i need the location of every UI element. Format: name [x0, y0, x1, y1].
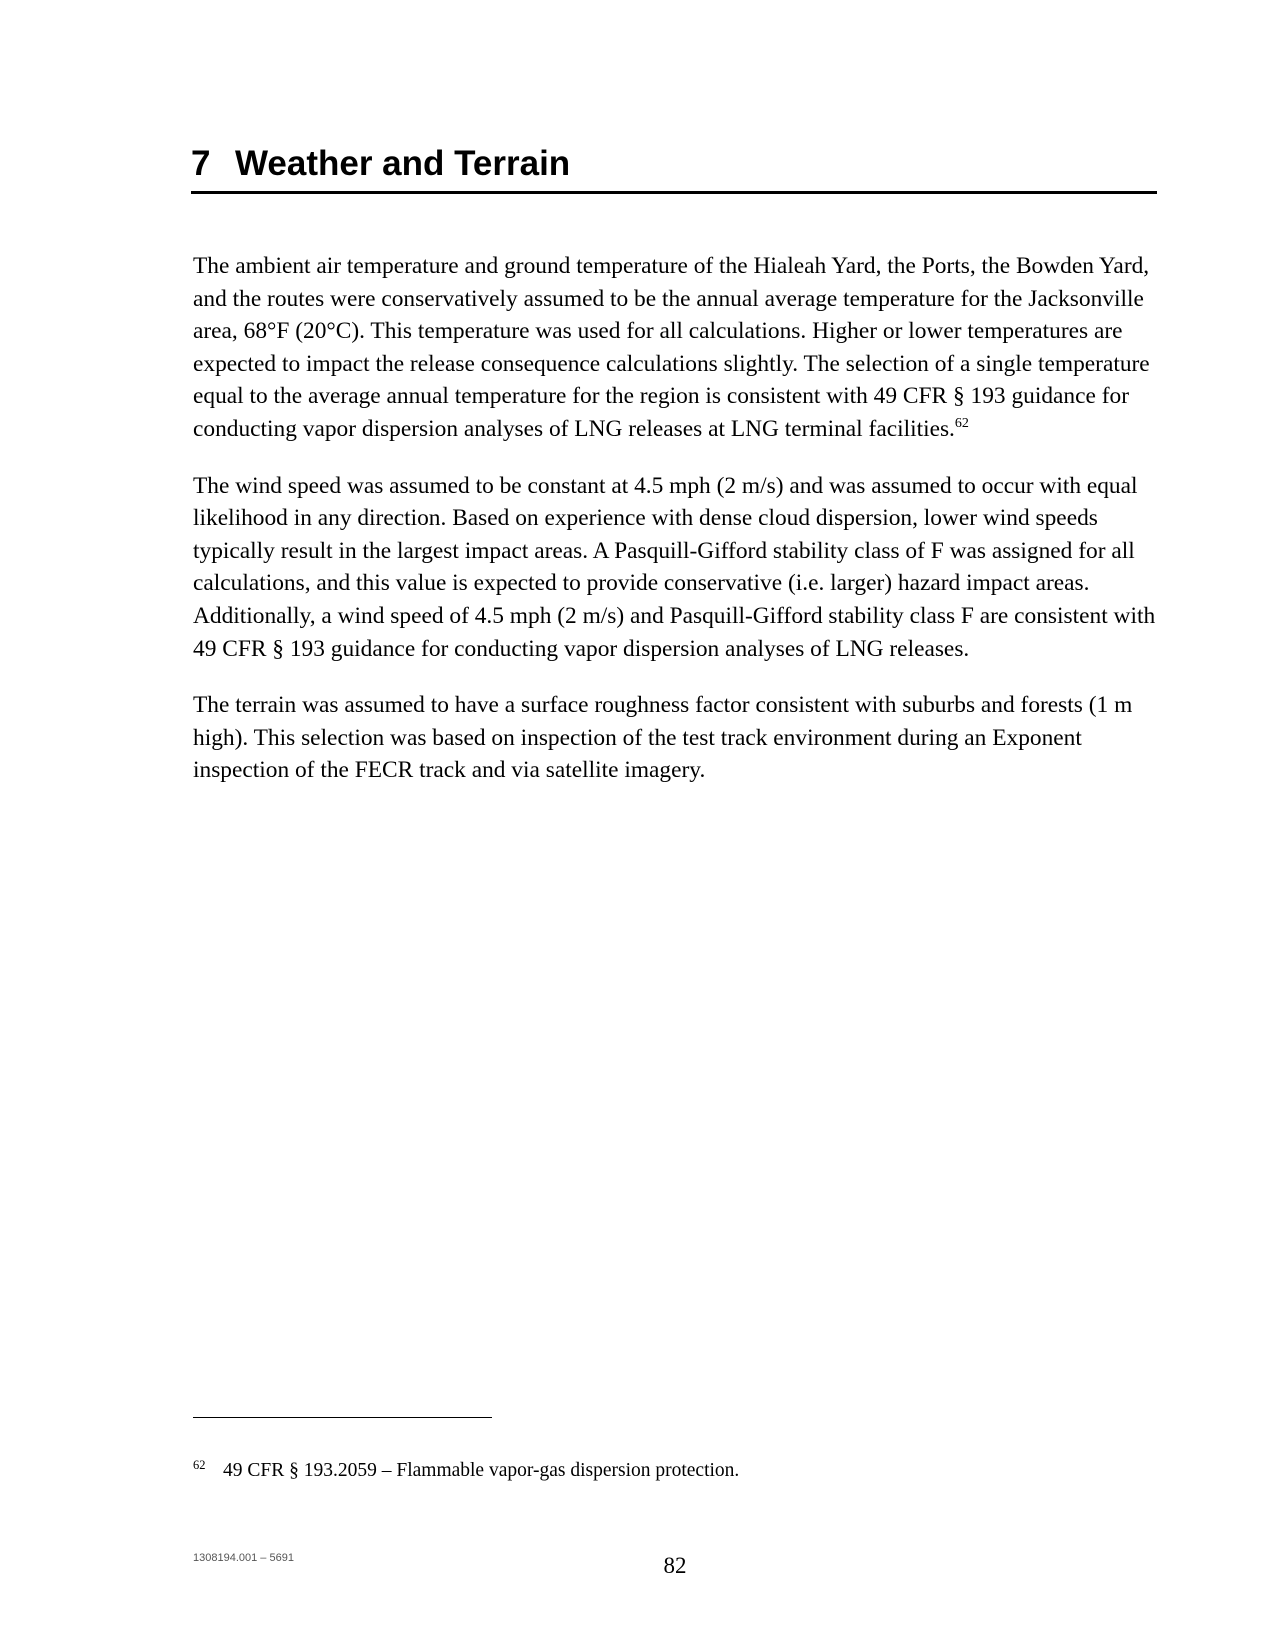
paragraph-text: The wind speed was assumed to be constant at 4.5 mph (2 m/s) and was assumed to occur with equal likelihood in any direction. Based on experience with dense cloud dispersion, lower wind speeds typically result in the largest impact areas. A Pasquill-Gifford stability class of F was assigned for all calculations, and this value is expected to provide conservative (i.e. larger) hazard impact areas. Additionally, a wind speed of 4.5 mph (2 m/s) and Pasquill-Gifford stability class F are consistent with 49 CFR § 193 guidance for conducting vapor dispersion analyses of LNG releases.	[193, 472, 1156, 662]
footnote: 62 49 CFR § 193.2059 – Flammable vapor-gas dispersion protection.	[193, 1458, 740, 1481]
paragraph-text: The terrain was assumed to have a surface roughness factor consistent with suburbs and forests (1 m high). This selection was based on inspection of the test track environment during an Exponent inspection of the FECR track and via satellite imagery.	[193, 692, 1133, 784]
paragraph-terrain	[193, 689, 1161, 787]
footnote-separator	[193, 1417, 492, 1418]
document-id: 1308194.001 – 5691	[193, 1552, 294, 1564]
paragraph-temperature	[193, 250, 1161, 446]
footnote-reference[interactable]: 62	[954, 415, 969, 431]
footnote-text: 49 CFR § 193.2059 – Flammable vapor-gas dispersion protection.	[223, 1460, 740, 1481]
section-heading	[191, 142, 1157, 194]
paragraph-wind	[193, 470, 1161, 666]
page-number: 82	[663, 1553, 687, 1578]
paragraph-text: The ambient air temperature and ground temperature of the Hialeah Yard, the Ports, the Bowden Yard, and the routes were conservatively assumed to be the annual average temperature for the Jacksonville area, 68°F (20°C). This temperature was used for all calculations. Higher or lower temperatures are expected to impact the release consequence calculations slightly. The selection of a single temperature equal to the average annual temperature for the region is consistent with 49 CFR § 193 guidance for conducting vapor dispersion analyses of LNG releases at LNG terminal facilities.	[193, 253, 1150, 442]
section-number: 7	[191, 144, 211, 183]
body-text	[193, 250, 1161, 811]
section-title: Weather and Terrain	[235, 144, 571, 183]
